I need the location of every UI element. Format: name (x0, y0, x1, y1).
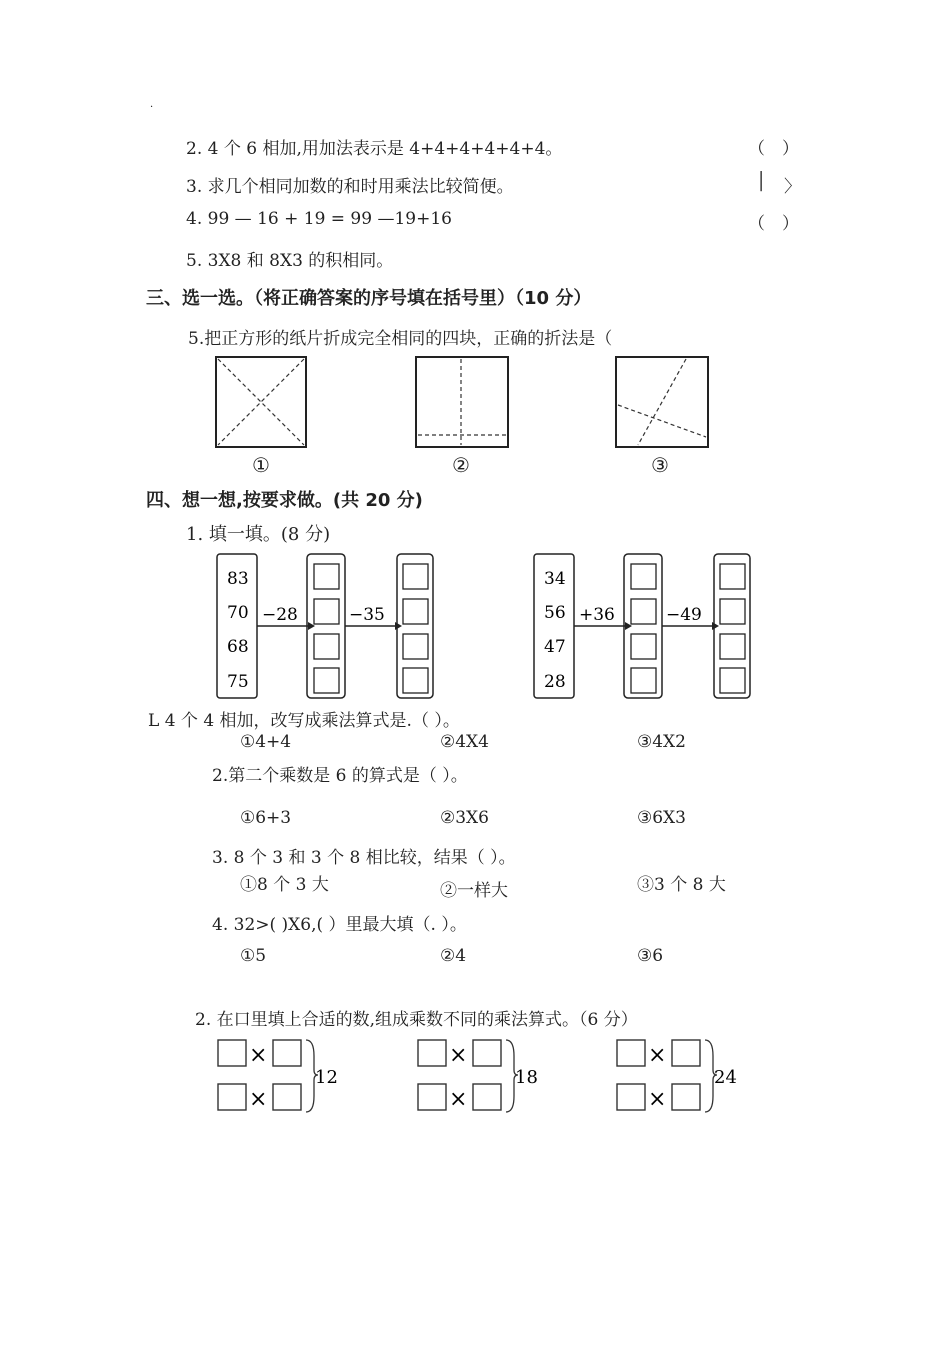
multiply-group-24 (615, 1038, 745, 1118)
choice-option: ③4X2 (637, 732, 686, 752)
choice-question-1: L 4 个 4 相加，改写成乘法算式是.（ ）。 (148, 711, 460, 731)
choice-question-4: 4. 32>( )X6,( ）里最大填（. ）。 (212, 915, 467, 935)
choice-question-3: 3. 8 个 3 和 3 个 8 相比较，结果（ ）。 (212, 848, 516, 868)
choice-option: ①4+4 (240, 732, 292, 752)
target-product: 24 (714, 1067, 737, 1088)
answer-paren-close: ） (782, 214, 799, 234)
fold-figure-2 (414, 355, 510, 451)
choice-option: ②4 (440, 946, 467, 966)
times-sign: × (648, 1043, 667, 1068)
machine-2-input: 28 (544, 672, 566, 692)
target-product: 18 (515, 1067, 538, 1088)
fold-figure-3 (614, 355, 710, 451)
choice-option: ③6 (637, 946, 664, 966)
choice-option: ①8 个 3 大 (240, 875, 329, 895)
target-product: 12 (315, 1067, 338, 1088)
judge-item-5: 5. 3X8 和 8X3 的积相同。 (186, 251, 394, 271)
number-machine-2 (531, 548, 761, 703)
question-multiply-boxes: 2. 在口里填上合适的数,组成乘数不同的乘法算式。（6 分） (195, 1010, 638, 1030)
fold-label-2: ② (452, 453, 470, 477)
answer-paren-open: （ (748, 139, 765, 159)
times-sign: × (249, 1087, 268, 1112)
times-sign: × (449, 1043, 468, 1068)
section-3-title: 三、选一选。（将正确答案的序号填在括号里）（10 分） (146, 288, 592, 309)
answer-paren-close: ） (782, 139, 799, 159)
machine-1-op2: −35 (349, 605, 385, 625)
choice-option: ①6+3 (240, 808, 292, 828)
machine-1-input: 75 (227, 672, 249, 692)
answer-paren-open: （ (748, 214, 765, 234)
judge-item-3: 3. 求几个相同加数的和时用乘法比较简便。 (186, 177, 514, 197)
machine-1-input: 83 (227, 569, 249, 589)
choice-option: ③3 个 8 大 (637, 875, 726, 895)
choice-option: ②4X4 (440, 732, 489, 752)
machine-2-input: 34 (544, 569, 566, 589)
choice-option: ②一样大 (440, 881, 508, 901)
question-fill-title: 1. 填一填。(8 分) (186, 524, 331, 545)
section-4-title: 四、想一想,按要求做。(共 20 分) (146, 490, 423, 511)
choice-option: ③6X3 (637, 808, 686, 828)
machine-2-op2: −49 (666, 605, 702, 625)
judge-item-4: 4. 99 — 16 + 19 = 99 —19+16 (186, 209, 452, 229)
fold-figure-1 (214, 355, 308, 451)
question-fold-square: 5.把正方形的纸片折成完全相同的四块，正确的折法是（ (188, 329, 613, 349)
times-sign: × (249, 1043, 268, 1068)
number-machine-1 (214, 548, 444, 703)
multiply-group-12 (216, 1038, 346, 1118)
choice-option: ②3X6 (440, 808, 489, 828)
answer-paren-bar: │ (756, 172, 767, 192)
times-sign: × (449, 1087, 468, 1112)
machine-1-op1: −28 (262, 605, 298, 625)
stray-mark: · (150, 102, 154, 113)
machine-2-input: 47 (544, 637, 566, 657)
fold-label-3: ③ (651, 453, 669, 477)
machine-2-input: 56 (544, 603, 566, 623)
answer-paren-close: 〉 (784, 177, 801, 197)
machine-1-input: 68 (227, 637, 249, 657)
fold-label-1: ① (252, 453, 270, 477)
choice-question-2: 2.第二个乘数是 6 的算式是（ ）。 (212, 766, 468, 786)
judge-item-2: 2. 4 个 6 相加,用加法表示是 4+4+4+4+4+4。 (186, 139, 563, 159)
machine-2-op1: +36 (579, 605, 615, 625)
choice-option: ①5 (240, 946, 267, 966)
times-sign: × (648, 1087, 667, 1112)
multiply-group-18 (416, 1038, 546, 1118)
machine-1-input: 70 (227, 603, 249, 623)
